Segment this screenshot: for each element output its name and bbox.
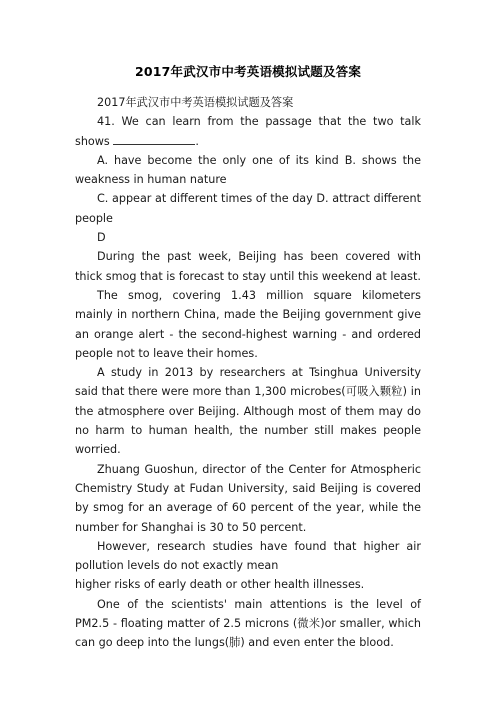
paragraph: Zhuang Guoshun, director of the Center for Atmospheric Chemistry Study at Fudan University, said Beijing is covered by smog for an average of 60 percent of the year, while the number for Shanghai is 30 to 50 percent. bbox=[75, 462, 421, 534]
paragraph: One of the scientists' main attentions is the level of PM2.5 - floating matter of 2.5 microns (微米)or smaller, which can go deep into the lungs(肺) and even enter the blood. bbox=[75, 597, 421, 650]
options-cd: C. appear at different times of the day D. attract different people bbox=[75, 192, 421, 225]
document-subtitle: 2017年武汉市中考英语模拟试题及答案 bbox=[97, 96, 294, 109]
paragraph: During the past week, Beijing has been covered with thick smog that is forecast to stay until this weekend at least. bbox=[75, 250, 421, 283]
options-ab: A. have become the only one of its kind B. shows the weakness in human nature bbox=[75, 153, 421, 187]
paragraph: However, research studies have found that higher air pollution levels do not exactly mean bbox=[75, 539, 421, 573]
answer-blank bbox=[113, 132, 195, 145]
document-title: 2017年武汉市中考英语模拟试题及答案 bbox=[134, 64, 362, 79]
section-letter: D bbox=[97, 231, 106, 245]
paragraph-continuation: higher risks of early death or other health illnesses. bbox=[75, 578, 365, 592]
question-line bbox=[75, 112, 421, 151]
paragraph: The smog, covering 1.43 million square kilometers mainly in northern China, made the Beijing government give an orange alert - the second-highest warning - and ordered people not to leave their homes. bbox=[75, 288, 421, 360]
document-body bbox=[75, 93, 421, 653]
paragraph: A study in 2013 by researchers at Tsinghua University said that there were more than 1,300 microbes(可吸入颗粒) in the atmosphere over Beijing. Although most of them may do no harm to human health, the number still makes people worried. bbox=[75, 366, 421, 457]
question-blank-suffix: . bbox=[195, 134, 199, 148]
question-text: 41. We can learn from the passage that the two talk shows bbox=[75, 115, 421, 148]
